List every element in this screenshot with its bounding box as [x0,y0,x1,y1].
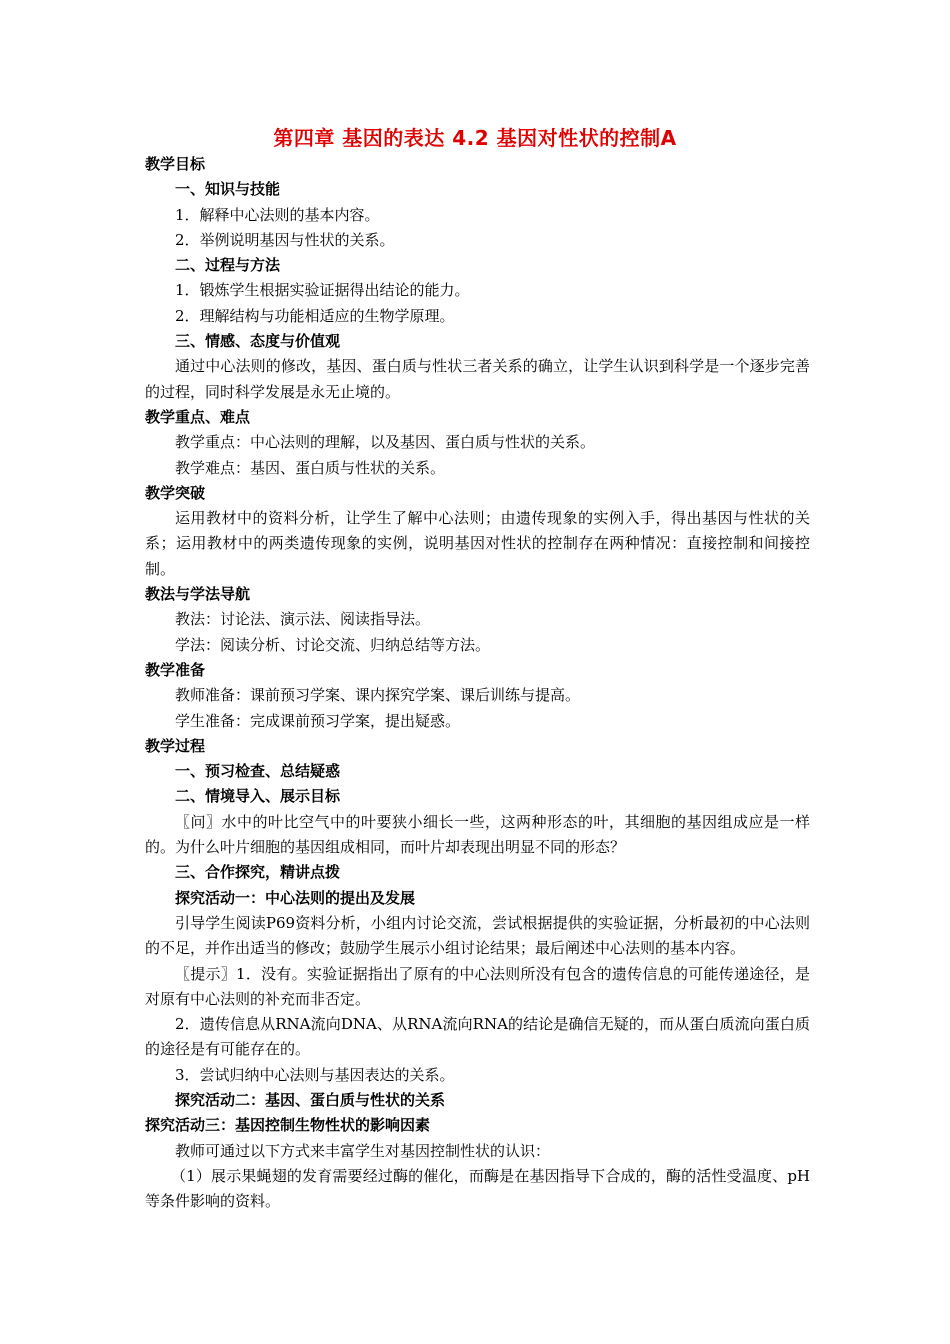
paragraph: 运用教材中的资料分析，让学生了解中心法则；由遗传现象的实例入手，得出基因与性状的关系；运用教材中的两类遗传现象的实例，说明基因对性状的控制存在两种情况：直接控制和间接控制。 [145,509,810,578]
paragraph: 2．举例说明基因与性状的关系。 [175,230,395,249]
section-heading: 教法与学法导航 [145,585,251,604]
paragraph: 3．尝试归纳中心法则与基因表达的关系。 [175,1065,455,1084]
section-heading: 教学重点、难点 [145,407,251,426]
activity-heading: 探究活动三：基因控制生物性状的影响因素 [145,1116,431,1135]
paragraph: 教师可通过以下方式来丰富学生对基因控制性状的认识： [175,1141,551,1160]
paragraph: （1）展示果蝇翅的发育需要经过酶的催化，而酶是在基因指导下合成的，酶的活性受温度、pH等条件影响的资料。 [145,1166,810,1211]
paragraph: 学法：阅读分析、讨论交流、归纳总结等方法。 [175,635,491,654]
subsection-heading: 二、情境导入、展示目标 [175,787,341,806]
paragraph: 学生准备：完成课前预习学案，提出疑惑。 [175,711,461,730]
subsection-heading: 三、合作探究，精讲点拨 [175,863,341,882]
document-title: 第四章 基因的表达 4.2 基因对性状的控制A [273,126,677,150]
paragraph: 〖问〗水中的叶比空气中的叶要狭小细长一些，这两种形态的叶，其细胞的基因组成应是一样的。为什么叶片细胞的基因组成相同，而叶片却表现出明显不同的形态？ [145,812,810,857]
activity-heading: 探究活动二：基因、蛋白质与性状的关系 [175,1090,446,1109]
section-heading: 教学准备 [145,660,206,679]
subsection-heading: 三、情感、态度与价值观 [175,332,341,351]
document-body [145,152,810,1214]
paragraph: 2．理解结构与功能相适应的生物学原理。 [175,306,455,325]
activity-heading: 探究活动一：中心法则的提出及发展 [175,888,416,907]
section-heading: 教学突破 [145,483,206,502]
section-heading: 教学目标 [145,155,206,173]
paragraph: 教学重点：中心法则的理解，以及基因、蛋白质与性状的关系。 [175,433,596,452]
paragraph: 教学难点：基因、蛋白质与性状的关系。 [175,458,446,477]
section-heading: 教学过程 [145,736,206,755]
paragraph: 教师准备：课前预习学案、课内探究学案、课后训练与提高。 [175,686,581,705]
paragraph: 2．遗传信息从RNA流向DNA、从RNA流向RNA的结论是确信无疑的，而从蛋白质流向蛋白质的途径是有可能存在的。 [145,1015,810,1059]
paragraph: 1．解释中心法则的基本内容。 [175,205,380,224]
subsection-heading: 二、过程与方法 [175,256,281,275]
subsection-heading: 一、预习检查、总结疑惑 [175,762,341,781]
paragraph: 〖提示〗1．没有。实验证据指出了原有的中心法则所没有包含的遗传信息的可能传递途径，是对原有中心法则的补充而非否定。 [145,964,810,1008]
paragraph: 引导学生阅读P69资料分析，小组内讨论交流，尝试根据提供的实验证据，分析最初的中心法则的不足，并作出适当的修改；鼓励学生展示小组讨论结果；最后阐述中心法则的基本内容。 [145,913,810,958]
paragraph: 教法：讨论法、演示法、阅读指导法。 [175,610,431,629]
paragraph: 1．锻炼学生根据实验证据得出结论的能力。 [175,281,470,300]
paragraph: 通过中心法则的修改，基因、蛋白质与性状三者关系的确立，让学生认识到科学是一个逐步完善的过程，同时科学发展是永无止境的。 [145,357,810,401]
subsection-heading: 一、知识与技能 [175,180,281,199]
